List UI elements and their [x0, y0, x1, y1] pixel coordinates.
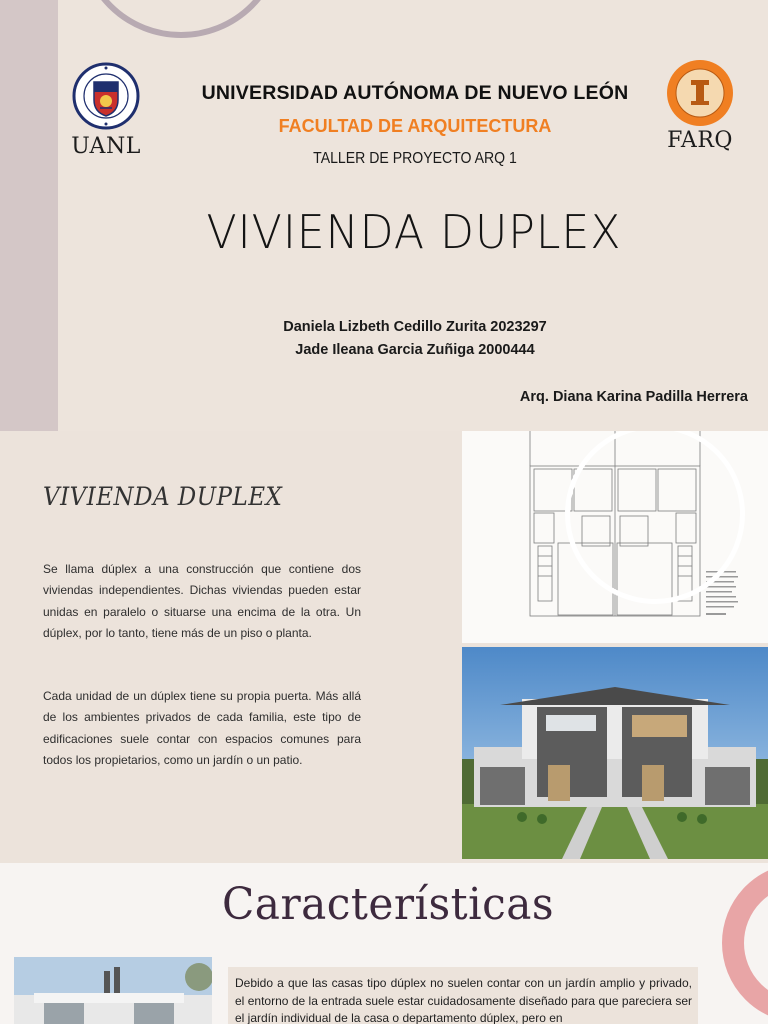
characteristics-paragraph: Debido a que las casas tipo dúplex no suelen contar con un jardín amplio y privado, el entorno de la entrada suele estar cuidadosamente diseñado para que pareciera ser el jardín individual de la casa o departamento dúplex, pero en [235, 976, 692, 1024]
page-title: VIVIENDA DUPLEX [206, 205, 622, 259]
university-seal-icon [72, 62, 140, 130]
building-photo [14, 957, 212, 1024]
university-name: UNIVERSIDAD AUTÓNOMA DE NUEVO LEÓN [201, 82, 629, 104]
side-strip [0, 0, 58, 431]
author-name: Jade Ileana Garcia Zuñiga 2000444 [295, 342, 535, 358]
description-paragraph: Cada unidad de un dúplex tiene su propia puerta. Más allá de los ambientes privados de cada familia, este tipo de edificaciones suele contar con espacios comunes para todos los propietarios, como un jardín o un patio. [43, 689, 361, 767]
cover-section [0, 0, 768, 431]
farq-logo-text: FARQ [667, 128, 733, 153]
uanl-logo-text: UANL [71, 134, 141, 159]
faculty-name: FACULTAD DE ARQUITECTURA [278, 116, 552, 136]
uanl-logo [70, 62, 142, 159]
section-title: Características [222, 879, 555, 930]
description-section [0, 431, 768, 863]
characteristics-section [0, 863, 768, 1024]
house-photo [462, 647, 768, 859]
author-name: Daniela Lizbeth Cedillo Zurita 2023297 [283, 319, 547, 335]
section-title: VIVIENDA DUPLEX [43, 482, 283, 511]
decorative-ring [565, 431, 745, 604]
description-paragraph: Se llama dúplex a una construcción que contiene dos viviendas independientes. Dichas viviendas pueden estar unidas en paralelo o situarse una encima de la otra. Un dúplex, por lo tanto, tiene más de un piso o planta. [43, 562, 361, 640]
farq-logo [662, 58, 738, 153]
workshop-name: TALLER DE PROYECTO ARQ 1 [313, 150, 517, 167]
characteristics-textbox [228, 967, 698, 1024]
decorative-ring [722, 863, 768, 1023]
advisor-name: Arq. Diana Karina Padilla Herrera [519, 389, 748, 405]
decorative-ring [78, 0, 284, 38]
